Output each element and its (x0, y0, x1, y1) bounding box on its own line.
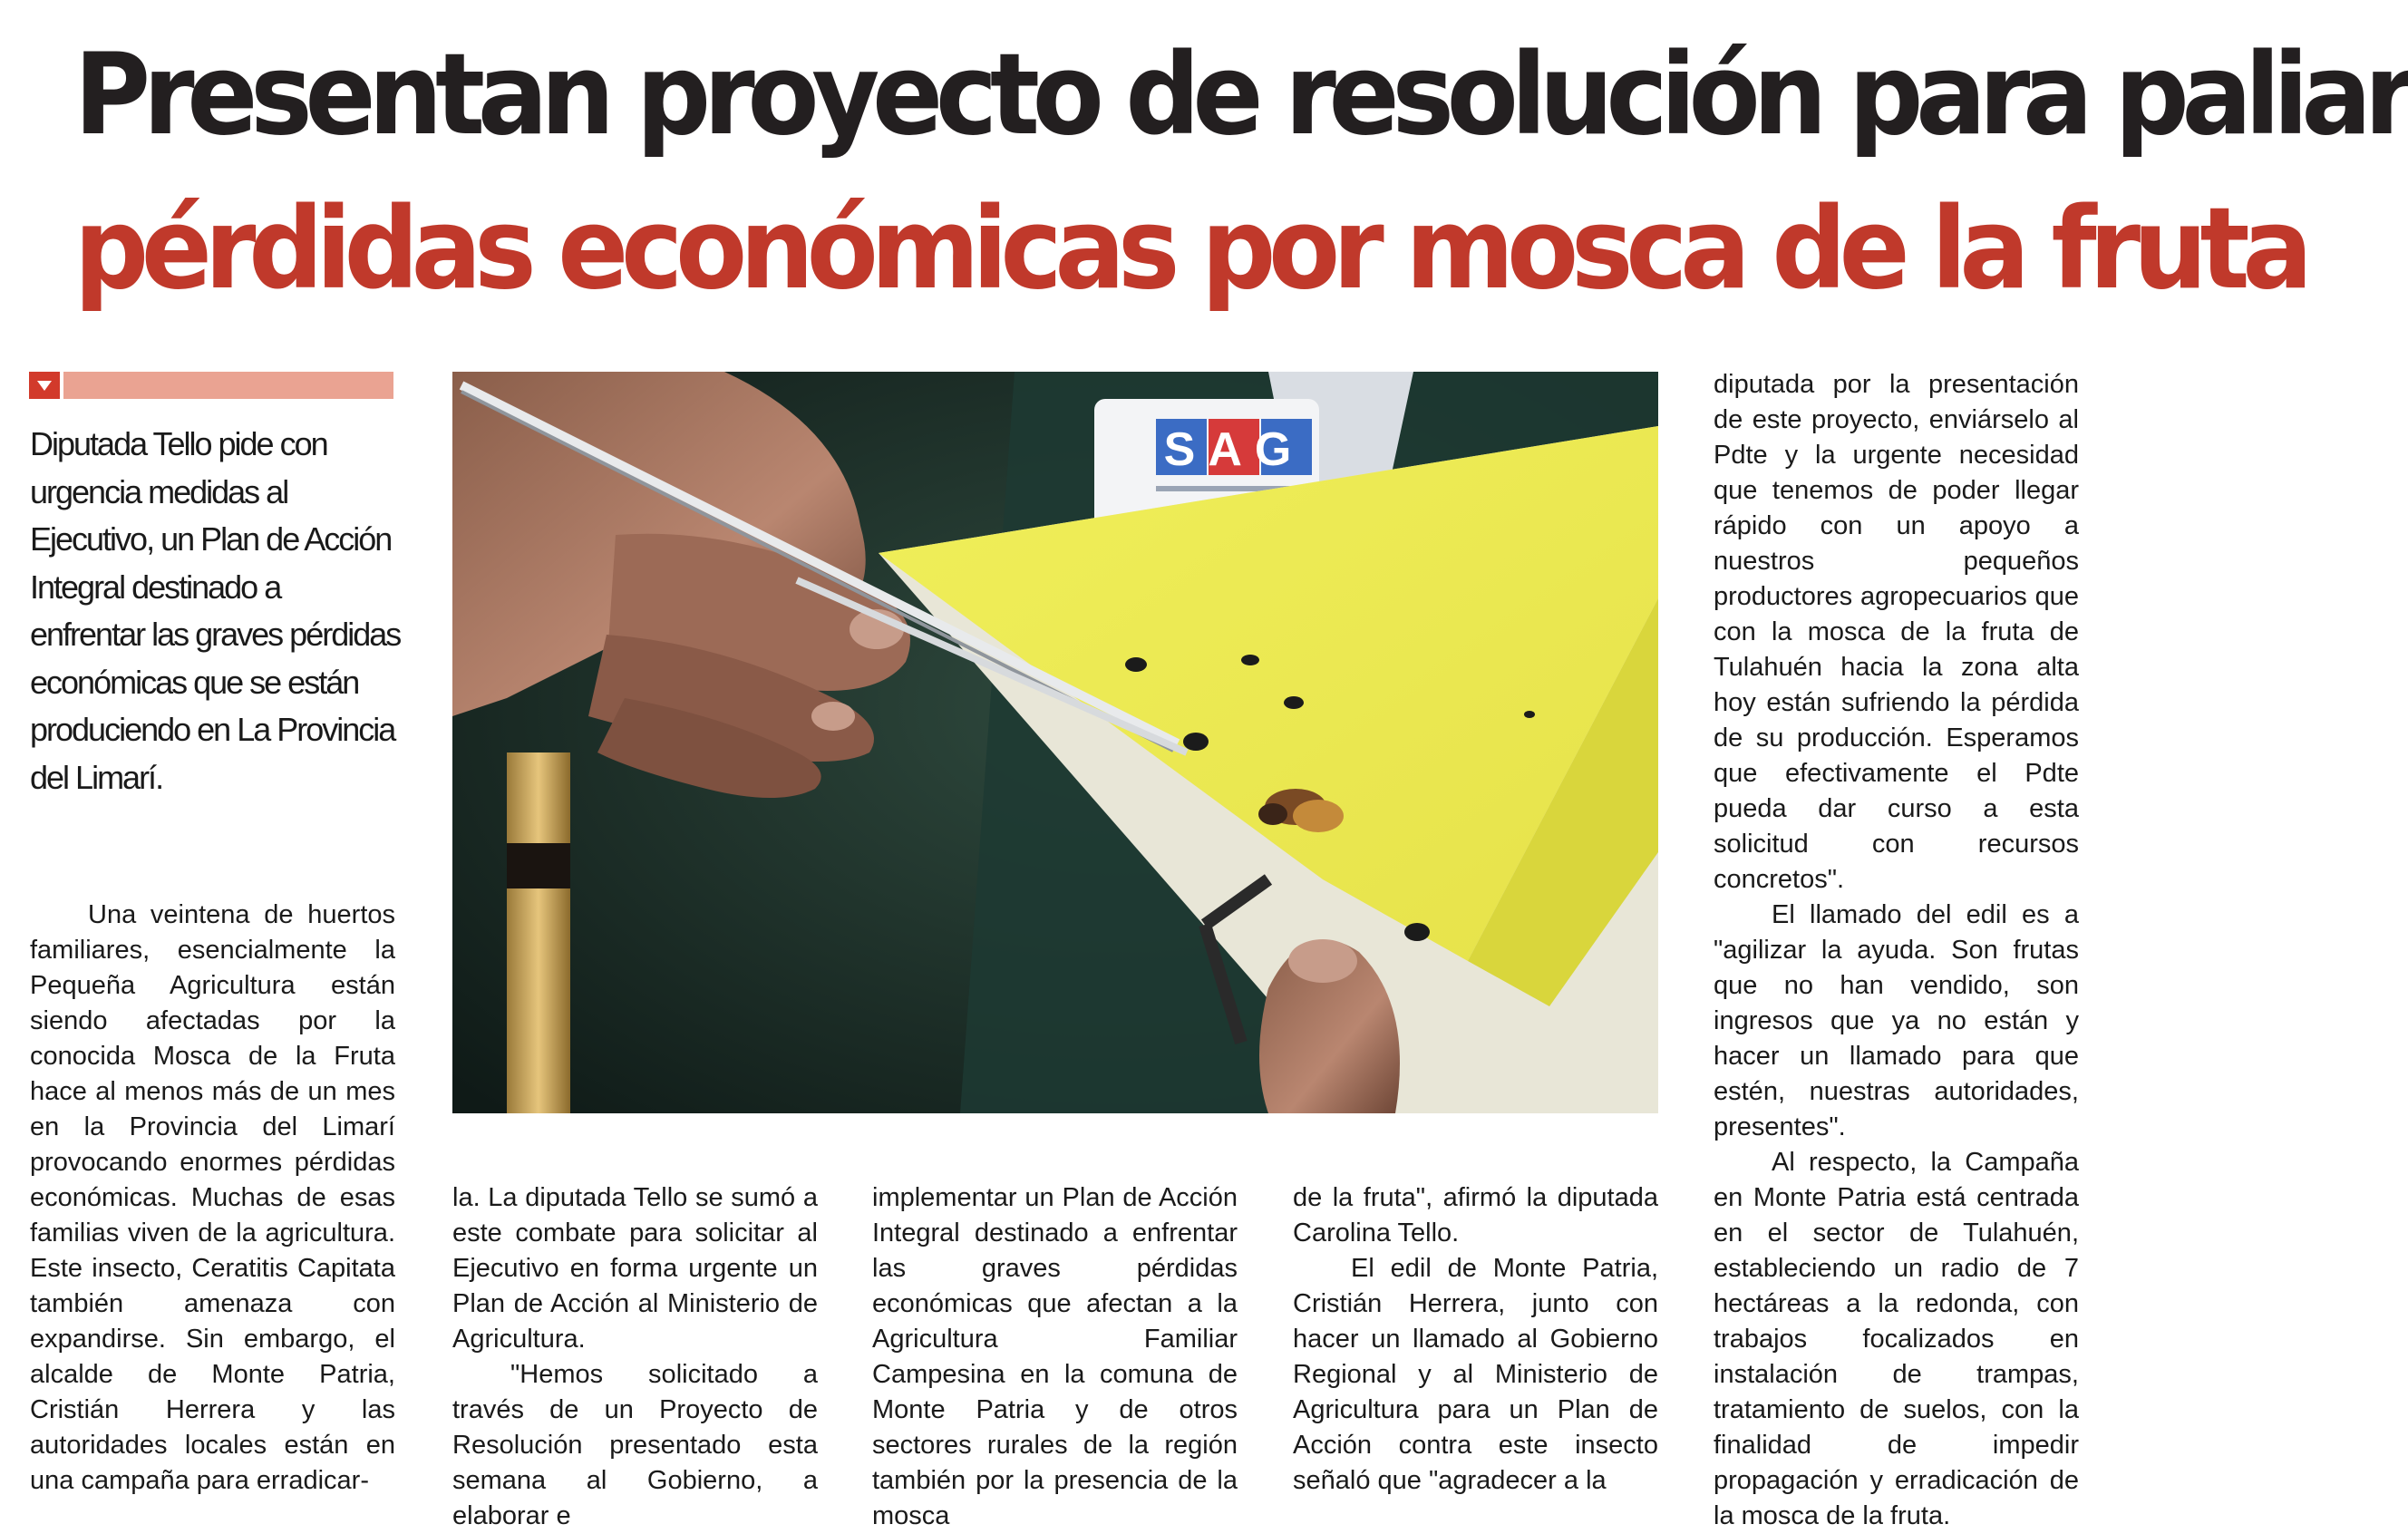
paragraph: El llamado del edil es a "agilizar la ayuda. Son frutas que no han vendido, son ingresos que ya no están y hacer un llamado para que estén, nuestras autoridades, presentes". (1714, 900, 2079, 1141)
body-column-5 (1714, 367, 2079, 1534)
body-column-2 (452, 1180, 818, 1534)
body-column-1 (30, 898, 395, 1499)
paragraph: la. La diputada Tello se sumó a este combate para solicitar al Ejecutivo en forma urgente un Plan de Acción al Ministerio de Agricultura. (452, 1183, 818, 1354)
paragraph: "Hemos solicitado a través de un Proyecto de Resolución presentado esta semana al Gobierno, a elaborar e (452, 1360, 818, 1530)
sag-badge-text: SAG (1163, 423, 1305, 476)
body-column-4 (1293, 1180, 1658, 1499)
headline-line-2: pérdidas económicas por mosca de la fruta (73, 184, 2306, 315)
section-accent-bar (63, 372, 393, 399)
headline-line-1: Presentan proyecto de resolución para paliar (73, 30, 2408, 160)
paragraph: El edil de Monte Patria, Cristián Herrera, junto con hacer un llamado al Gobierno Regional y al Ministerio de Agricultura para un Plan de Acción contra este insecto señaló que "agradecer a la (1293, 1254, 1658, 1495)
body-column-3 (872, 1180, 1238, 1534)
article-photo (452, 372, 1658, 1113)
triangle-down-icon (29, 372, 60, 399)
paragraph: Al respecto, la Campaña en Monte Patria está centrada en el sector de Tulahuén, estableciendo un radio de 7 hectáreas a la redonda, con trabajos focalizados en instalación de trampas, tratamiento de suelos, con la finalidad de impedir propagación y erradicación de la mosca de la fruta. (1714, 1148, 2079, 1530)
paragraph: implementar un Plan de Acción Integral destinado a enfrentar las graves pérdidas económicas que afectan a la Agricultura Familiar Campesina en la comuna de Monte Patria y de otros sectores rurales de la región también por la presencia de la mosca (872, 1183, 1238, 1530)
paragraph: diputada por la presentación de este proyecto, enviárselo al Pdte y la urgente necesidad que tenemos de poder llegar rápido con un apoyo a nuestros pequeños productores agropecuarios que con la mosca de la fruta de Tulahuén hacia la zona alta hoy están sufriendo la pérdida de su producción. Esperamos que efectivamente el Pdte pueda dar curso a esta solicitud con recursos concretos". (1714, 370, 2079, 894)
lead-paragraph: Diputada Tello pide con urgencia medidas al Ejecutivo, un Plan de Acción Integral destinado a enfrentar las graves pérdidas económicas que se están produciendo en La Provincia del Limarí. (30, 425, 401, 796)
paragraph: Una veintena de huertos familiares, esencialmente la Pequeña Agricultura están siendo afectadas por la conocida Mosca de la Fruta hace al menos más de un mes en la Provincia del Limarí provocando enormes pérdidas económicas. Muchas de esas familias viven de la agricultura. Este insecto, Ceratitis Capitata también amenaza con expandirse. Sin embargo, el alcalde de Monte Patria, Cristián Herrera y las autoridades locales están en una campaña para erradicar- (30, 900, 395, 1495)
paragraph: de la fruta", afirmó la diputada Carolina Tello. (1293, 1183, 1658, 1248)
